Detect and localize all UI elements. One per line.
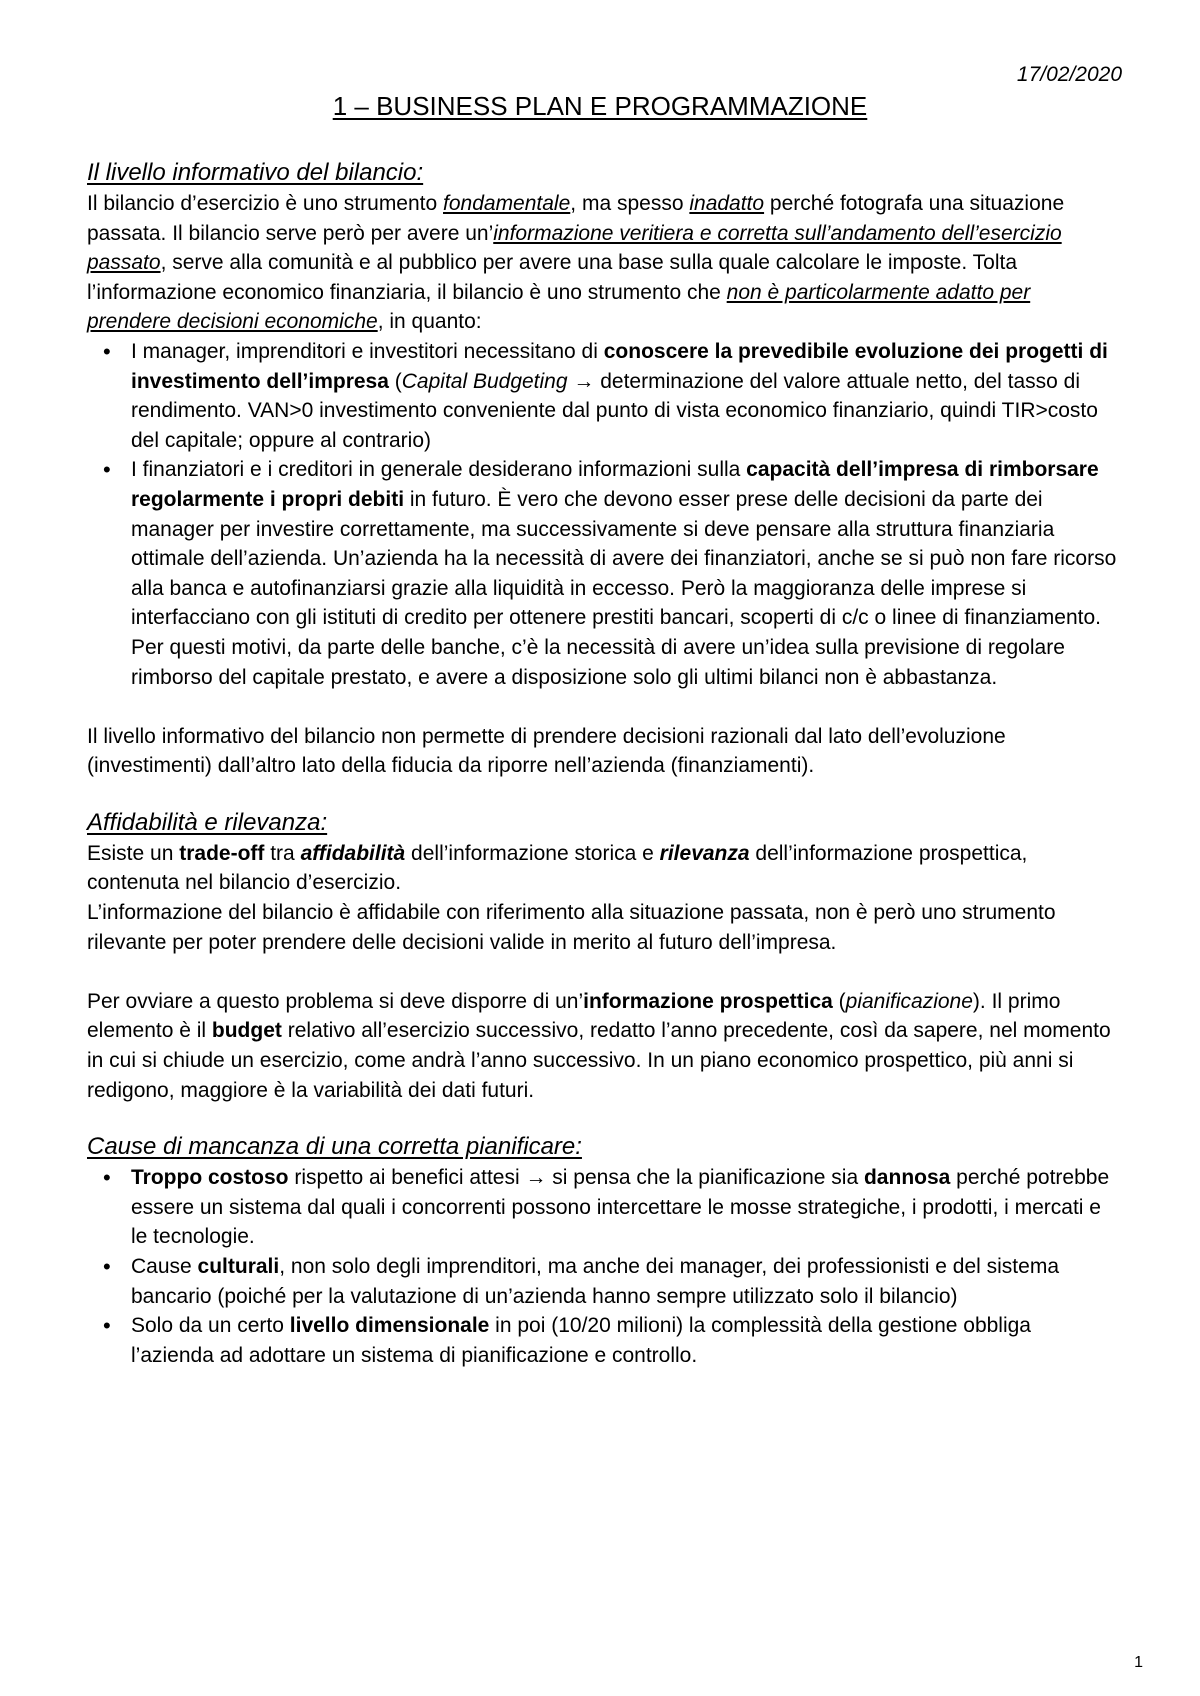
bullet-list-needs: [87, 337, 1117, 692]
paragraph-livello-conclusion: Il livello informativo del bilancio non permette di prendere decisioni razionali dal lato dell’evoluzione (investimenti) dall’altro lato della fiducia da riporre nell’azienda (finanziamenti).: [87, 724, 1006, 778]
text-run: , serve alla comunità e al pubblico per avere una base sulla quale calcolare le imposte. Tolta l’informazione economico finanziaria, il bilancio è uno strumento che: [87, 251, 1018, 304]
text-run-bold: livello dimensionale: [289, 1314, 490, 1338]
paragraph-bilancio-intro: [87, 189, 1117, 337]
text-run-emphasis: fondamentale: [443, 192, 571, 215]
section-heading-livello-informativo: Il livello informativo del bilancio:: [87, 159, 424, 186]
text-run: (: [388, 369, 402, 393]
spacer: [87, 781, 1117, 807]
text-run: ). Il primo elemento è il: [87, 989, 1061, 1043]
text-run: perché potrebbe essere un sistema dal quali i concorrenti possono intercettare le mosse strategiche, i prodotti, i mercati e le tecnologie.: [131, 1166, 1110, 1249]
text-run: dell’informazione prospettica, contenuta nel bilancio d’esercizio.: [87, 841, 1028, 895]
text-run: Solo da un certo: [131, 1314, 290, 1338]
text-run: I manager, imprenditori e investitori necessitano di: [131, 339, 604, 363]
text-run: Per ovviare a questo problema si deve disporre di un’: [87, 989, 584, 1013]
text-run-emphasis: non è particolarmente adatto per prendere decisioni economiche: [87, 280, 1031, 334]
list-item-dimensionale: [131, 1311, 1117, 1370]
text-run-bold: Troppo costoso: [131, 1166, 289, 1190]
text-run: I finanziatori e i creditori in generale desiderano informazioni sulla: [131, 458, 747, 482]
document-date: 17/02/2020: [1016, 63, 1122, 86]
text-run-bold: conoscere la prevedibile evoluzione dei progetti di investimento dell’impresa: [131, 339, 1108, 393]
text-run: , ma spesso: [570, 192, 690, 215]
spacer: [87, 957, 1117, 987]
section-heading-affidabilita: Affidabilità e rilevanza:: [87, 808, 328, 836]
text-run: relativo all’esercizio successivo, redatto l’anno precedente, così da sapere, nel momento in cui si chiude un esercizio, come andrà l’anno successivo. In un piano economico prospettico, più anni si redigono, maggiore è la variabilità dei dati futuri.: [87, 1019, 1111, 1102]
text-run: Esiste un: [87, 841, 180, 865]
text-run: in poi (10/20 milioni) la complessità della gestione obbliga l’azienda ad adottare un sistema di pianificazione e controllo.: [131, 1314, 1031, 1367]
text-run: Cause: [131, 1255, 198, 1278]
spacer: [87, 692, 1117, 722]
text-run: , in quanto:: [377, 310, 482, 334]
list-item-finanziatori: [131, 455, 1117, 692]
bullet-list-cause: [87, 1163, 1117, 1370]
text-run-bold-italic: rilevanza: [659, 841, 750, 865]
paragraph-affidabile: L’informazione del bilancio è affidabile con riferimento alla situazione passata, non è però uno strumento rilevante per poter prendere delle decisioni valide in merito al futuro dell’impresa.: [87, 901, 1056, 954]
text-run: tra: [264, 841, 301, 865]
text-run: rispetto ai benefici attesi → si pensa che la pianificazione sia: [288, 1166, 864, 1190]
text-run: Il bilancio d’esercizio è uno strumento: [87, 192, 444, 215]
page-number: 1: [1134, 1654, 1143, 1672]
text-run: → determinazione del valore attuale netto, del tasso di rendimento. VAN>0 investimento conveniente dal punto di vista economico finanziario, quindi TIR>costo del capitale; oppure al contrario): [131, 369, 1098, 452]
list-item-culturali: [131, 1252, 1117, 1311]
text-run-bold: culturali: [197, 1255, 280, 1278]
text-run: dell’informazione storica e: [405, 841, 660, 865]
text-run-italic: Capital Budgeting: [401, 369, 568, 393]
text-run-bold: budget: [211, 1019, 282, 1043]
document-title: 1 – BUSINESS PLAN E PROGRAMMAZIONE: [332, 91, 868, 121]
text-run: (: [832, 989, 846, 1013]
document-body: [87, 157, 1117, 1370]
text-run: , non solo degli imprenditori, ma anche dei manager, dei professionisti e del sistema bancario (poiché per la valutazione di un’azienda hanno sempre utilizzato solo il bilancio): [131, 1255, 1059, 1308]
list-item-manager: [131, 337, 1117, 455]
section-heading-cause: Cause di mancanza di una corretta pianificare:: [87, 1133, 582, 1161]
spacer: [87, 1105, 1117, 1131]
text-run-bold: informazione prospettica: [583, 989, 833, 1013]
text-run-bold: dannosa: [863, 1166, 951, 1190]
paragraph-trade-off: [87, 839, 1117, 898]
text-run-bold-italic: affidabilità: [300, 841, 406, 865]
text-run-bold: capacità dell’impresa di rimborsare regolarmente i propri debiti: [131, 458, 1099, 511]
text-run: perché fotografa una situazione passata. Il bilancio serve però per avere un’: [87, 192, 1065, 245]
text-run-emphasis: inadatto: [689, 192, 765, 215]
text-run-emphasis: informazione veritiera e corretta sull’andamento dell’esercizio passato: [87, 221, 1062, 275]
text-run-italic: pianificazione: [845, 989, 973, 1013]
paragraph-prospettica: [87, 987, 1117, 1105]
text-run-bold: trade-off: [179, 841, 265, 865]
list-item-costoso: [131, 1163, 1117, 1252]
text-run: in futuro. È vero che devono esser prese delle decisioni da parte dei manager per investire correttamente, ma successivamente si deve pensare alla struttura finanziaria ottimale dell’azienda. Un’azienda ha la necessità di avere dei finanziatori, anche se si può non fare ricorso alla banca e autofinanziarsi grazie alla liquidità in eccesso. Però la maggioranza delle imprese si interfacciano con gli istituti di credito per ottenere prestiti bancari, scoperti di c/c o linee di finanziamento. Per questi motivi, da parte delle banche, c’è la necessità di avere un’idea sulla previsione di regolare rimborso del capitale prestato, e avere a disposizione solo gli ultimi bilanci non è abbastanza.: [131, 487, 1117, 689]
